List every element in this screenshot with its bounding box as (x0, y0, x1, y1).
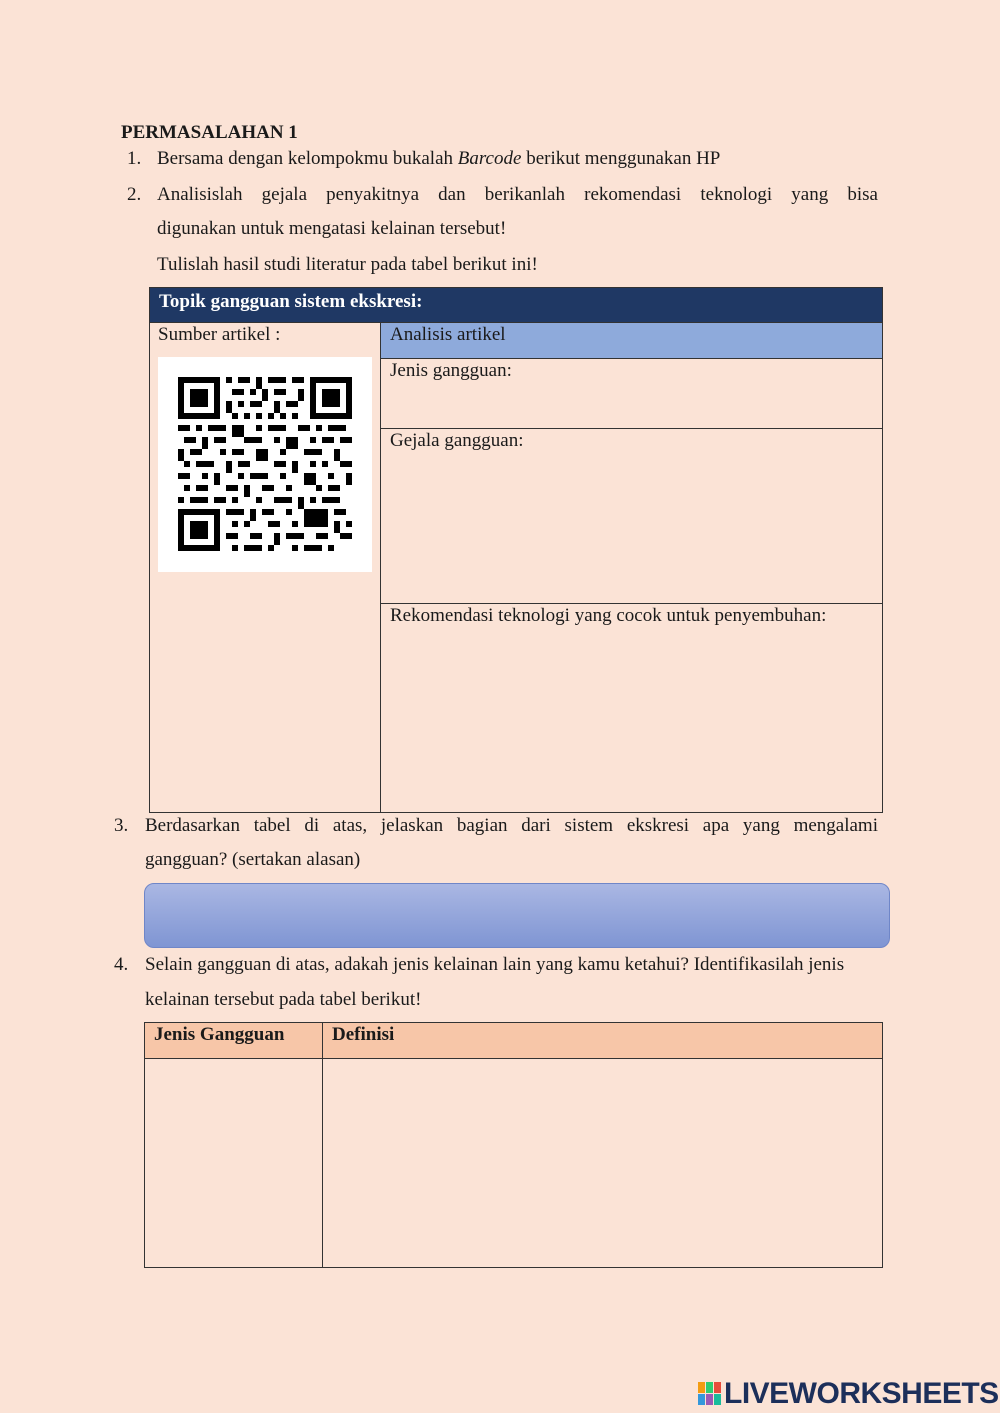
logo-mark-icon (698, 1382, 722, 1406)
literature-table-header (149, 287, 883, 323)
table1-column-divider (380, 322, 381, 813)
analysis-label: Analisis artikel (390, 324, 506, 345)
item-1-text-c: berikut menggunakan HP (521, 148, 721, 169)
item-2-line-3: Tulislah hasil studi literatur pada tabel berikut ini! (157, 254, 538, 275)
col-header-jenis-gangguan: Jenis Gangguan (154, 1024, 285, 1045)
definisi-answer-field[interactable] (324, 1060, 881, 1265)
rekomendasi-answer-field[interactable] (382, 630, 881, 811)
item-3-line-1: Berdasarkan tabel di atas, jelaskan bagian dari sistem ekskresi apa yang mengalami (145, 815, 878, 836)
answer-text-box[interactable] (144, 883, 890, 948)
item-1-barcode-word: Barcode (457, 148, 522, 169)
item-3-line-2: gangguan? (sertakan alasan) (145, 849, 361, 870)
item-number-2: 2. (127, 184, 142, 205)
col-header-definisi: Definisi (332, 1024, 395, 1045)
item-1-text-a: Bersama dengan kelompokmu bukalah (157, 148, 458, 169)
item-4-line-1: Selain gangguan di atas, adakah jenis kelainan lain yang kamu ketahui? Identifikasilah jenis (145, 954, 845, 975)
item-2-line-1: Analisislah gejala penyakitnya dan berikanlah rekomendasi teknologi yang bisa (157, 184, 878, 205)
brand-wordmark: LIVEWORKSHEETS (724, 1377, 999, 1410)
qr-code-graphic (178, 377, 352, 551)
table2-column-divider (322, 1022, 323, 1268)
qr-code-image (158, 357, 372, 572)
jenis-gangguan-answer-field[interactable] (146, 1060, 320, 1265)
item-number-1: 1. (127, 148, 142, 169)
item-number-3: 3. (114, 815, 129, 836)
gejala-answer-field[interactable] (382, 455, 881, 601)
gejala-label: Gejala gangguan: (390, 430, 524, 451)
jenis-answer-field[interactable] (382, 385, 881, 426)
source-label: Sumber artikel : (158, 324, 281, 345)
item-1-text (157, 147, 720, 171)
jenis-label: Jenis gangguan: (390, 360, 512, 381)
item-4-line-2: kelainan tersebut pada tabel berikut! (145, 989, 422, 1010)
topic-label: Topik gangguan sistem ekskresi: (159, 291, 423, 312)
item-number-4: 4. (114, 954, 129, 975)
section-heading: PERMASALAHAN 1 (121, 122, 298, 143)
rekomendasi-label: Rekomendasi teknologi yang cocok untuk penyembuhan: (390, 605, 827, 626)
item-2-line-2: digunakan untuk mengatasi kelainan tersebut! (157, 218, 507, 239)
